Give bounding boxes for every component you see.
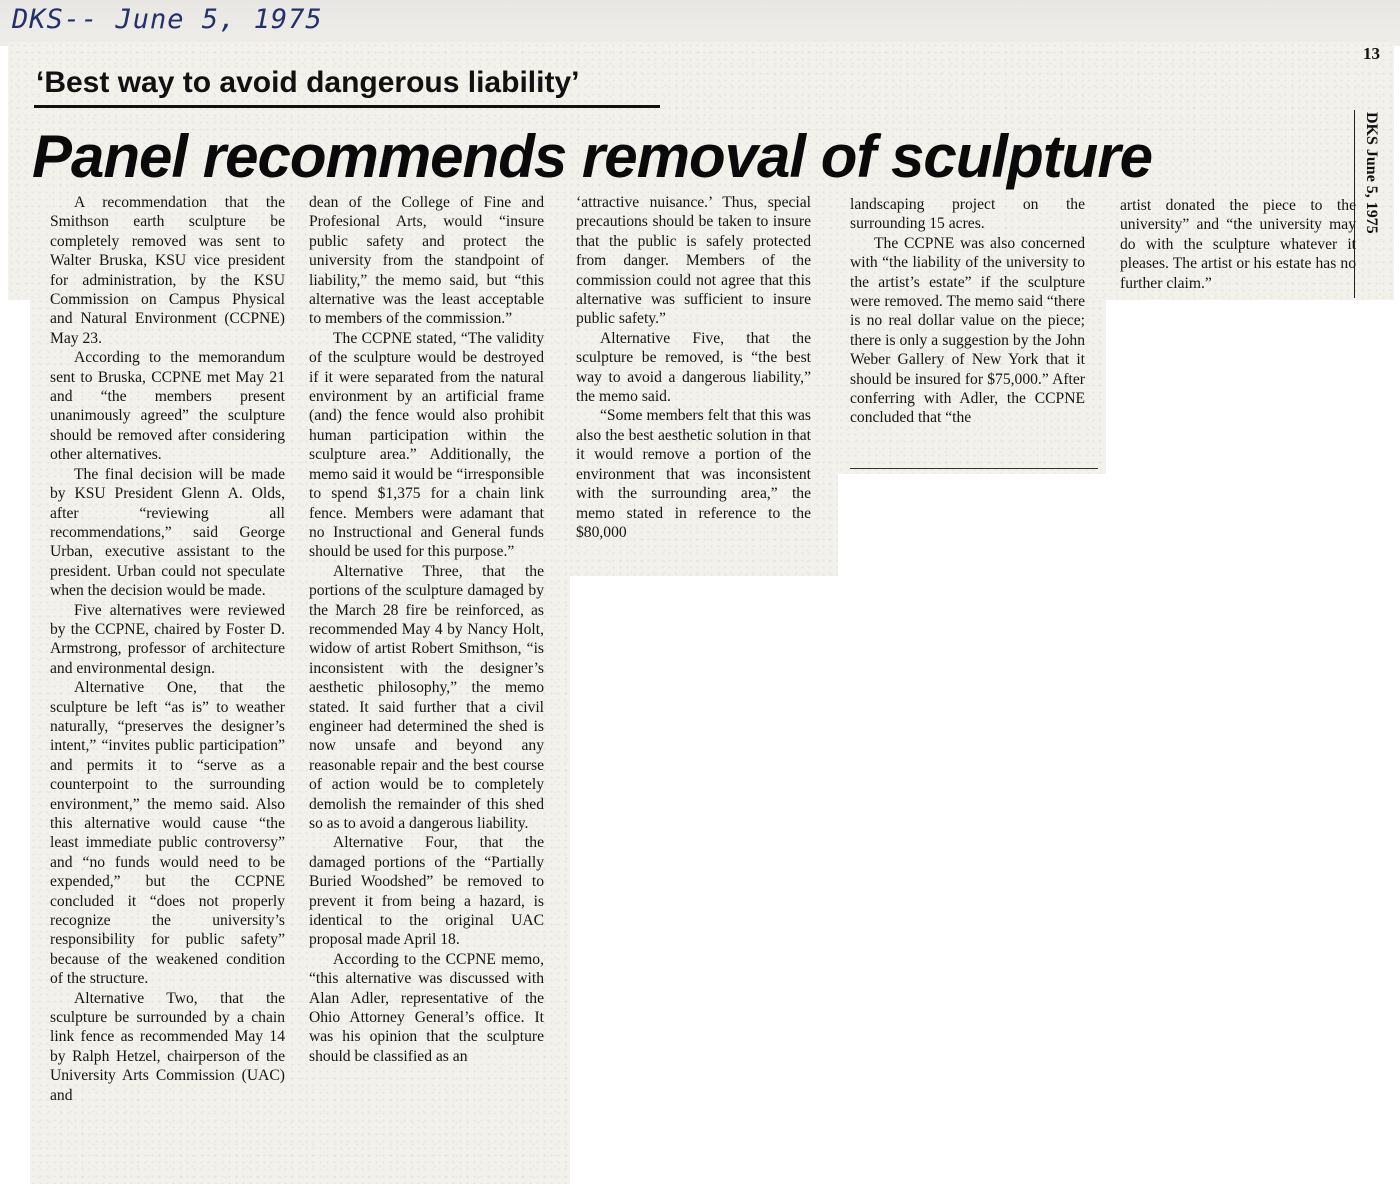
paragraph: landscaping project on the surrounding 15 acres. (850, 196, 1085, 233)
kicker-underline (34, 105, 660, 108)
paragraph: The CCPNE was also concerned with “the liability of the university to the artist’s estate” if the sculpture were removed. The memo said “there is no real dollar value on the piece; there is only a suggestion by the John Weber Gallery of New York that it should be insured for $75,000.” After conferring with Adler, the CCPNE concluded that “the (850, 234, 1085, 427)
paragraph: Alternative Four, that the damaged portions of the “Partially Buried Woodshed” be removed to prevent it from being a hazard, is identical to the original UAC proposal made April 18. (309, 834, 544, 949)
paragraph: dean of the College of Fine and Profesional Arts, would “insure public safety and protect the university from the standpoint of liability,” the memo said, but “this alternative was the least acceptable to members of the commission.” (309, 194, 544, 328)
paragraph: According to the memorandum sent to Bruska, CCPNE met May 21 and “the members present unanimously agreed” the sculpture should be removed after considering other alternatives. (50, 349, 285, 464)
paragraph: Alternative Two, that the sculpture be surrounded by a chain link fence as recommended May 14 by Ralph Hetzel, chairperson of the University Arts Commission (UAC) and (50, 989, 285, 1104)
paragraph: Alternative One, that the sculpture be left “as is” to weather naturally, “preserves the designer’s intent,” “invites public participation” and permits it to “serve as a counterpoint to the surrounding environment,” the memo said. Also this alternative would cause “the least immediate public controversy” and “no funds would need to be expended,” but the CCPNE concluded it “does not properly recognize the university’s responsibility for public safety” because of the weakened condition of the structure. (50, 679, 285, 988)
article-column-1 (50, 193, 285, 1105)
main-headline: Panel recommends removal of sculpture (32, 123, 1153, 190)
paragraph: ‘attractive nuisance.’ Thus, special precautions should be taken to insure that the public is safely protected from danger. Members of the commission could not agree that this alternative was sufficient to insure public safety.” (576, 194, 811, 328)
side-date-label: DKS June 5, 1975 (1363, 112, 1380, 234)
column-end-rule (850, 468, 1098, 469)
paragraph: Alternative Five, that the sculpture be removed, is “the best way to avoid a dangerous liability,” the memo said. (576, 329, 811, 406)
paragraph: Alternative Three, that the portions of the sculpture damaged by the March 28 fire be reinforced, as recommended May 4 by Nancy Holt, widow of artist Robert Smithson, “is inconsistent with the designer’s aesthetic philosophy,” the memo stated. It said further that a civil engineer had determined the shed is now unsafe and beyond any reasonable repair and the best course of action would be to completely demolish the remainder of this shed so as to avoid a dangerous liability. (309, 562, 544, 832)
paragraph: “Some members felt that this was also the best aesthetic solution in that it would remove a portion of the environment that was inconsistent with the surrounding area,” the memo stated in reference to the $80,000 (576, 407, 811, 541)
paragraph: artist donated the piece to the university” and “the university may do with the sculpture whatever it pleases. The artist or his estate has no further claim.” (1120, 197, 1356, 292)
article-column-4 (850, 195, 1085, 428)
paragraph: The CCPNE stated, “The validity of the sculpture would be destroyed if it were separated from the natural environment by an artificial frame (and) the fence would also prohibit human participation within the sculpture area.” Additionally, the memo said it would be “irresponsible to spend $1,375 for a chain link fence. Members were adamant that no Instructional and General funds should be used for this purpose.” (309, 329, 544, 561)
page-number: 13 (1363, 44, 1380, 63)
kicker-headline: ‘Best way to avoid dangerous liability’ (36, 66, 580, 99)
paragraph: A recommendation that the Smithson earth sculpture be completely removed was sent to Walter Bruska, KSU vice president for administration, by the KSU Commission on Campus Physical and Natural Environment (CCPNE) May 23. (50, 194, 285, 347)
paragraph: The final decision will be made by KSU President Glenn A. Olds, after “reviewing all recommendations,” said George Urban, executive assistant to the president. Urban could not speculate when the decision would be made. (50, 465, 285, 600)
paragraph: Five alternatives were reviewed by the CCPNE, chaired by Foster D. Armstrong, professor of architecture and environmental design. (50, 601, 285, 677)
article-column-2 (309, 193, 544, 1066)
handwritten-date-note: DKS-- June 5, 1975 (12, 4, 323, 35)
paragraph: According to the CCPNE memo, “this alternative was discussed with Alan Adler, representative of the Ohio Attorney General’s office. It was his opinion that the sculpture should be classified as an (309, 950, 544, 1065)
article-column-3 (576, 193, 811, 542)
article-column-5 (1120, 196, 1356, 293)
